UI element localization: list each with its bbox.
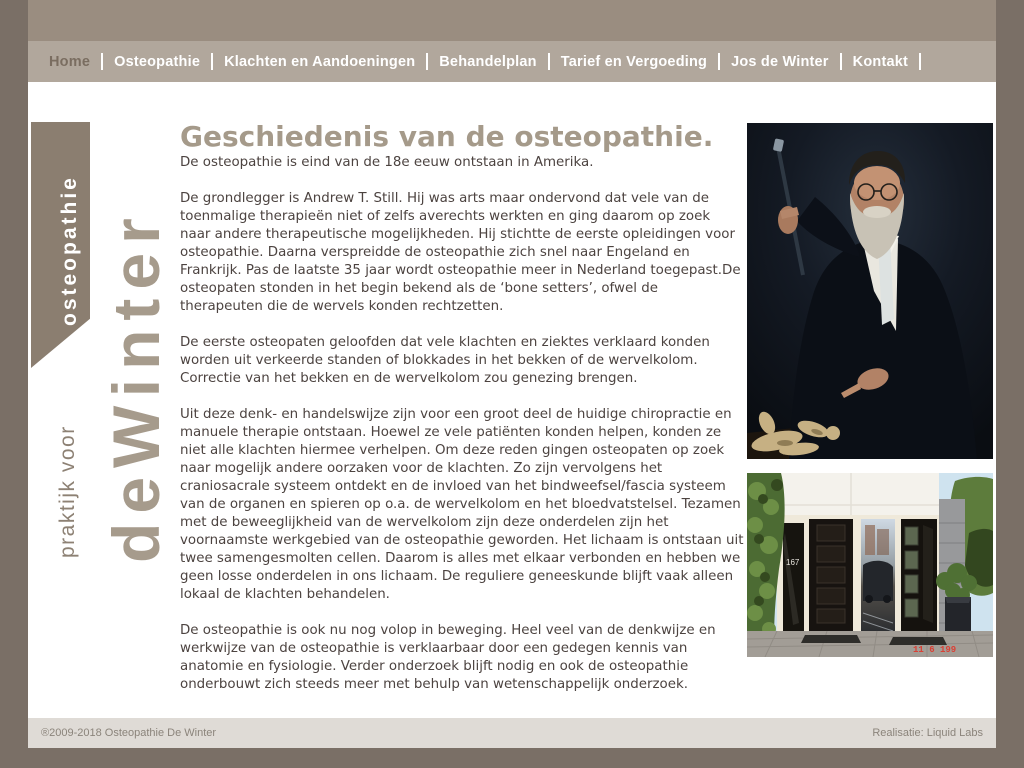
nav-item-behandelplan[interactable]: Behandelplan [439,53,537,70]
page-title: Geschiedenis van de osteopathie. [180,120,714,153]
portrait-andrew-still-image [747,123,993,459]
article-paragraph: De osteopathie is ook nu nog volop in beweging. Heel veel van de denkwijze en werkwijze van de osteopathie is verklaarbaar door een gedegen kennis van anatomie en fysiologie. Verder onderzoek blijft nodig en ook de osteopathie onderbouwt zich steeds meer met behulp van wetenschappelijk onderzoek. [180,623,716,692]
article [180,122,744,712]
nav-item-klachten-en-aandoeningen[interactable]: Klachten en Aandoeningen [224,53,416,70]
article-paragraph: Uit deze denk- en handelswijze zijn voor een groot deel de huidige chiropractie en manuele therapie ontstaan. Hoewel ze vele patiënten konden helpen, konden ze niet alle klachten hiermee verhelpen. Om deze reden gingen osteopaten op zoek naar mogelijk andere oorzaken voor de klachten. Zo zijn vervolgens het craniosacrale systeem ontdekt en de invloed van het bindweefsel/fascia systeem van de organen en spieren op o.a. de wervelkolom en het bloedvatstelsel. Tezamen met de beweeglijkheid van de wervelkolom zijn deze onderdelen zijn het voornaamste werkgebied van de osteopathie geworden. Het lichaam is ontstaan uit twee samengesmolten cellen. Daarom is alles met elkaar verbonden en hebben we geen losse onderdelen in ons lichaam. De reguliere geneeskunde blijft vaak alleen lokaal de klachten behandelen. [180,407,744,602]
house-number: 167 [786,558,800,567]
logo-name-text: deWinter [99,209,173,563]
nav-item-tarief-en-vergoeding[interactable]: Tarief en Vergoeding [560,53,708,70]
article-paragraph: De grondlegger is Andrew T. Still. Hij was arts maar ondervond dat vele van de toenmalige therapieën niet of zelfs averechts werkten en ging daarom op zoek naar andere therapeutische mogelijkheden. Hij stichtte de eerste opleidingen voor osteopathie. Daarna verspreidde de osteopathie zich snel naar Engeland en Frankrijk. Pas de laatste 35 jaar wordt osteopathie meer in Nederland toegepast.De osteopaten stonden in het begin bekend als de ‘bone setters’, ofwel de therapeuten die de wervels konden rechtzetten. [180,191,741,314]
article-paragraph: De eerste osteopaten geloofden dat vele klachten en ziektes verklaard konden worden uit verkeerde standen of blokkades in het bekken of de wervelkolom. Correctie van het bekken en de wervelkolom zou genezing brengen. [180,335,710,386]
photo-date-stamp: 11 6 199 [913,645,957,655]
nav-separator [919,53,921,70]
nav-item-osteopathie[interactable]: Osteopathie [114,53,201,70]
logo-practice-text: praktijk voor [56,425,79,558]
nav-item-jos-de-winter[interactable]: Jos de Winter [731,53,829,70]
credit-text: Realisatie: Liquid Labs [872,727,983,739]
copyright-text: ®2009-2018 Osteopathie De Winter [41,727,217,739]
article-paragraph: De osteopathie is eind van de 18e eeuw ontstaan in Amerika. [180,155,594,170]
page-container [28,0,996,748]
main-content [28,82,996,718]
page-footer [28,718,996,748]
logo-field-text: osteopathie [58,175,81,326]
practice-entrance-image [747,473,993,657]
header-band [28,0,996,41]
main-navigation [28,41,996,82]
nav-item-home[interactable]: Home [49,53,91,70]
nav-item-kontakt[interactable]: Kontakt [852,53,909,70]
